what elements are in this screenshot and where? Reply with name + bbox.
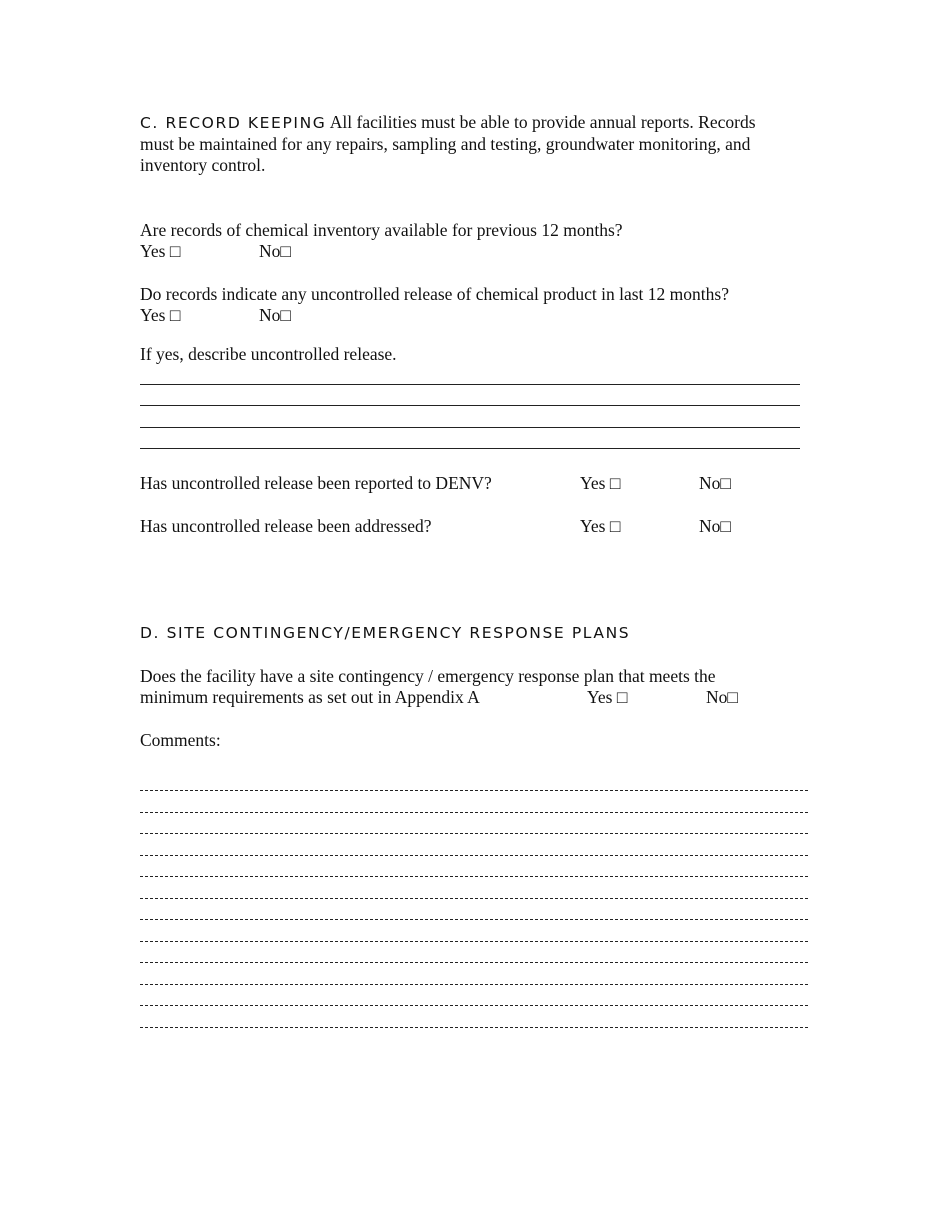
comment-line[interactable] [140, 941, 808, 942]
q3-yes-checkbox[interactable]: Yes □ [580, 473, 621, 493]
describe-release-line[interactable] [140, 384, 800, 385]
comment-line[interactable] [140, 812, 808, 813]
describe-release-line[interactable] [140, 427, 800, 428]
comment-line[interactable] [140, 833, 808, 834]
describe-release-line[interactable] [140, 405, 800, 406]
plan-no-checkbox[interactable]: No□ [706, 687, 738, 707]
comment-line[interactable] [140, 855, 808, 856]
q4-no-checkbox[interactable]: No□ [699, 516, 731, 536]
section-c-intro-line2: must be maintained for any repairs, sampling and testing, groundwater monitoring, and [140, 134, 751, 154]
comment-line[interactable] [140, 1005, 808, 1006]
section-d-question-line1: Does the facility have a site contingency / emergency response plan that meets the [140, 666, 716, 686]
comments-label: Comments: [140, 730, 221, 750]
section-d-question-line2: minimum requirements as set out in Appendix A [140, 687, 480, 707]
comment-line[interactable] [140, 919, 808, 920]
q3-no-checkbox[interactable]: No□ [699, 473, 731, 493]
section-c-intro [140, 112, 810, 135]
question-chemical-inventory: Are records of chemical inventory available for previous 12 months? [140, 220, 623, 240]
comment-line[interactable] [140, 962, 808, 963]
question-uncontrolled-release: Do records indicate any uncontrolled release of chemical product in last 12 months? [140, 284, 729, 304]
question-reported-to-denv: Has uncontrolled release been reported to DENV? [140, 473, 492, 493]
describe-release-line[interactable] [140, 448, 800, 449]
q4-yes-checkbox[interactable]: Yes □ [580, 516, 621, 536]
q2-no-checkbox[interactable]: No□ [259, 305, 291, 325]
plan-yes-checkbox[interactable]: Yes □ [587, 687, 628, 707]
comment-line[interactable] [140, 984, 808, 985]
q2-yes-checkbox[interactable]: Yes □ [140, 305, 181, 325]
comment-line[interactable] [140, 790, 808, 791]
section-c-intro-line1: All facilities must be able to provide annual reports. Records [329, 112, 756, 132]
section-d-heading: D. SITE CONTINGENCY/EMERGENCY RESPONSE PLANS [140, 624, 631, 642]
q1-yes-checkbox[interactable]: Yes □ [140, 241, 181, 261]
section-c-heading: C. RECORD KEEPING [140, 114, 327, 132]
comment-line[interactable] [140, 1027, 808, 1028]
describe-release-label: If yes, describe uncontrolled release. [140, 344, 397, 364]
comment-line[interactable] [140, 898, 808, 899]
section-c-intro-line3: inventory control. [140, 155, 266, 175]
comment-line[interactable] [140, 876, 808, 877]
question-release-addressed: Has uncontrolled release been addressed? [140, 516, 432, 536]
q1-no-checkbox[interactable]: No□ [259, 241, 291, 261]
